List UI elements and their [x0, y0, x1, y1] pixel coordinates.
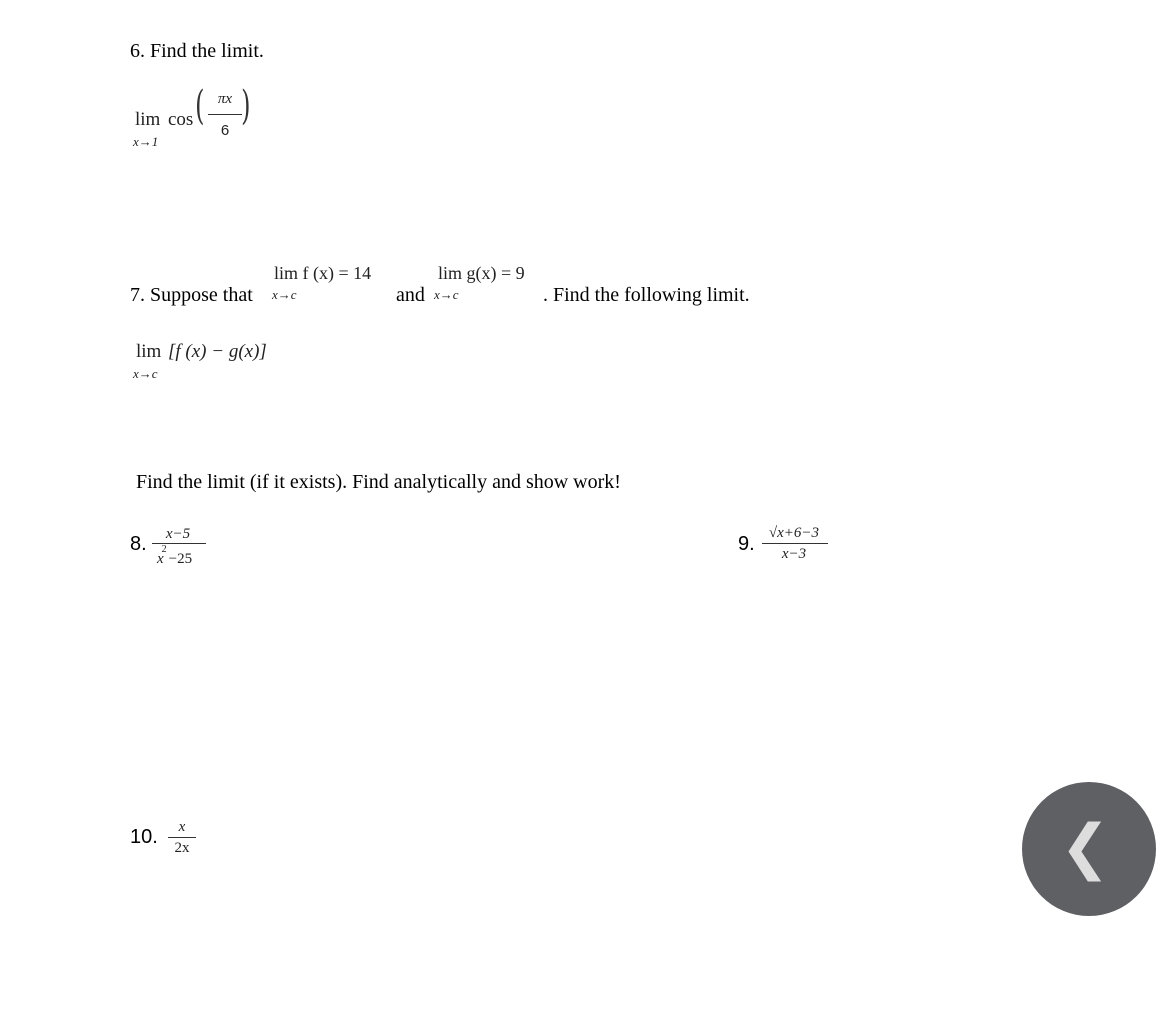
question-9-label: 9.	[738, 533, 755, 555]
difference-subscript: x→c	[133, 366, 158, 381]
question-8-label: 8.	[130, 533, 147, 555]
lim-f-subscript: x→c	[272, 287, 297, 302]
question-7-prefix: 7. Suppose that	[130, 284, 253, 306]
right-paren: )	[241, 83, 251, 129]
fraction-numerator: πx	[217, 91, 233, 107]
difference-expression: [f (x) − g(x)]	[168, 341, 267, 362]
q8-denominator: $x^2-25$	[157, 544, 193, 567]
q10-fraction-bar	[168, 837, 196, 838]
q8-exponent: 2	[161, 544, 167, 555]
fraction-bar	[208, 114, 242, 115]
arrow-icon: ❮	[1060, 812, 1111, 882]
q8-fraction-bar	[152, 543, 206, 544]
limit-subscript: x→1	[133, 134, 159, 149]
and-text: and	[396, 284, 425, 306]
question-10-label: 10.	[130, 826, 158, 848]
lim-f-expression: lim f (x) = 14	[274, 263, 372, 283]
lim-g-subscript: x→c	[434, 287, 459, 302]
cos-text: cos	[168, 109, 194, 130]
question-7-suffix: . Find the following limit.	[543, 284, 750, 306]
left-paren: (	[195, 83, 205, 129]
question-6-heading: 6. Find the limit.	[130, 40, 264, 62]
instruction-text: Find the limit (if it exists). Find analytically and show work!	[136, 471, 621, 493]
q9-fraction-bar	[762, 543, 828, 544]
lim-text: lim	[135, 109, 161, 130]
q9-denominator: x−3	[781, 546, 807, 562]
q10-denominator: 2x	[174, 840, 190, 856]
q9-numerator: √x+6−3	[768, 525, 820, 541]
q8-numerator: x−5	[165, 526, 191, 542]
difference-lim: lim	[136, 341, 162, 362]
lim-g-expression: lim g(x) = 9	[438, 263, 525, 283]
q10-numerator: x	[178, 819, 186, 835]
fraction-denominator: 6	[220, 122, 230, 139]
scroll-button[interactable]	[1022, 782, 1156, 916]
